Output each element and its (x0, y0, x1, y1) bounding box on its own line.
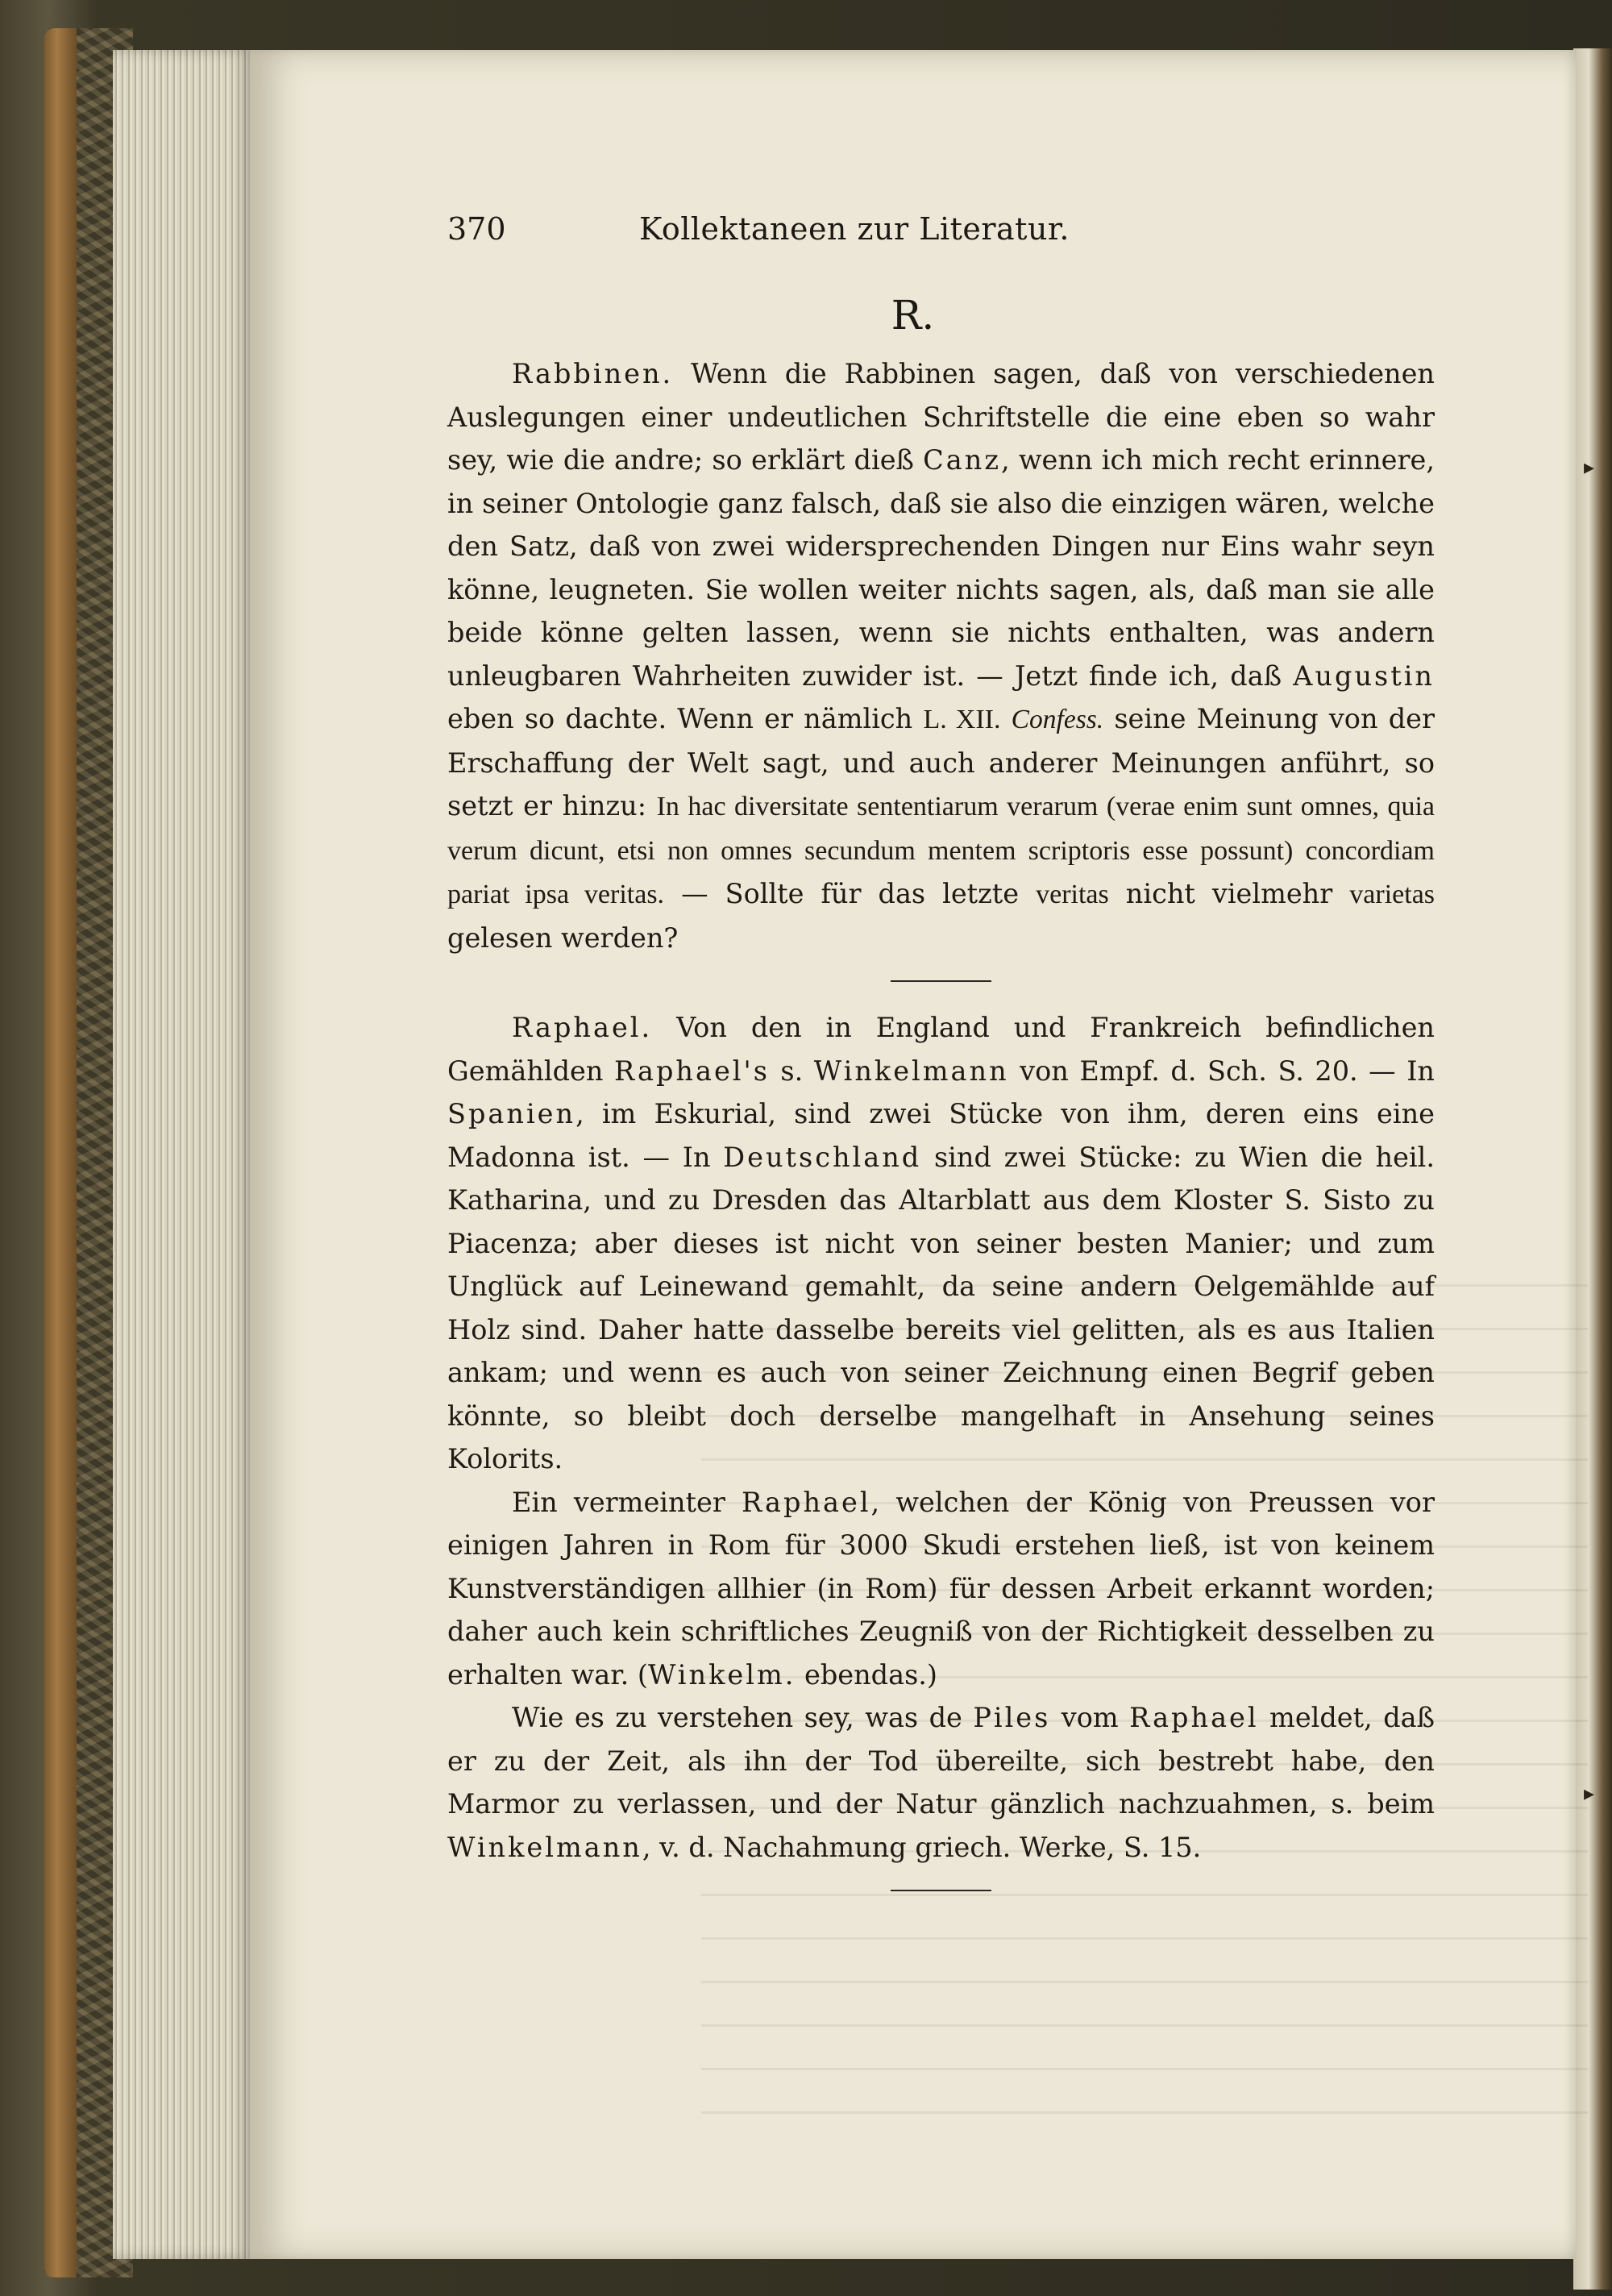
page-edges (113, 50, 254, 2259)
running-title: Kollektaneen zur Literatur. (638, 211, 1070, 247)
body-text (447, 352, 1435, 1915)
entry-raphael: Raphael. Von den in England und Frankreich befindlichen Gemählden Raphael's s. Winkelmann von Empf. d. Sch. S. 20. — In Spanien, im Eskurial, sind zwei Stücke von ihm, deren eins eine Madonna ist. — In Deutschland sind zwei Stücke: zu Wien die heil. Katharina, und zu Dresden das Altarblatt aus dem Kloster S. Sisto zu Piacenza; aber dieses ist nicht von seiner besten Manier; und zum Unglück auf Leinewand gemahlt, da seine andern Oelgemählde auf Holz sind. Daher hatte dasselbe bereits viel gelitten, als es aus Italien ankam; und wenn es auch von seiner Zeichnung einen Begrif geben könnte, so bleibt doch derselbe mangelhaft in Ansehung seines Kolorits. (447, 1012, 1435, 1475)
person-name: Raphael (742, 1486, 871, 1518)
person-name: Raphael (1129, 1702, 1259, 1733)
divider-rule-end (891, 1890, 991, 1891)
person-name: Canz (923, 444, 1001, 476)
book-page (250, 50, 1576, 2259)
paragraph-de-piles: Wie es zu verstehen sey, was de Piles vom Raphael meldet, daß er zu der Zeit, als ihn der Tod übereilte, sich bestrebt habe, den Marmor zu verlassen, und der Natur gänzlich nachzuahmen, s. beim Winkelmann, v. d. Nachahmung griech. Werke, S. 15. (447, 1702, 1435, 1863)
paragraph-vermeinter-raphael: Ein vermeinter Raphael, welchen der König von Preussen vor einigen Jahren in Rom für 3000 Skudi erstehen ließ, ist von keinem Kunstverständigen allhier (in Rom) für dessen Arbeit erkannt worden; daher auch kein schriftliches Zeugniß von der Richtigkeit desselben zu erhalten war. (Winkelm. ebendas.) (447, 1486, 1435, 1691)
entry-heading: Rabbinen. (512, 358, 674, 389)
person-name: Piles (973, 1702, 1051, 1733)
margin-mark-icon: ▸ (1583, 1782, 1594, 1806)
reference-italic: Confess. (1011, 705, 1104, 734)
person-name: Winkelmann (447, 1831, 642, 1863)
place-name: Deutschland (723, 1141, 922, 1173)
divider-rule (891, 980, 991, 982)
person-name: Augustin (1293, 659, 1435, 692)
place-name: Spanien (447, 1098, 576, 1129)
page-number: 370 (447, 211, 506, 247)
person-name: Winkelm. (647, 1658, 796, 1691)
person-name: Winkelmann (813, 1054, 1009, 1087)
leather-spine (44, 28, 77, 2277)
section-letter: R. (891, 292, 935, 339)
entry-heading: Raphael. (512, 1012, 653, 1043)
page-header (250, 211, 1576, 276)
reference: L. XII. (923, 705, 1001, 734)
entry-rabbinen: Rabbinen. Wenn die Rabbinen sagen, daß von verschiedenen Auslegungen einer undeutlichen Schriftstelle die eine eben so wahr sey, wie die andre; so erklärt dieß Canz, wenn ich mich recht erinnere, in seiner Ontologie ganz falsch, daß sie also die einzigen wären, welche den Satz, daß von zwei widersprechenden Dingen nur Eins wahr seyn könne, leugneten. Sie wollen weiter nichts sagen, als, daß man sie alle beide könne gelten lassen, wenn sie nichts enthalten, was andern unleugbaren Wahrheiten zuwider ist. — Jetzt finde ich, daß Augustin eben so dachte. Wenn er nämlich L. XII. Confess. seine Meinung von der Erschaffung der Welt sagt, und auch anderer Meinungen anführt, so setzt er hinzu: In hac diversitate sententiarum verarum (verae enim sunt omnes, quia verum dicunt, etsi non omnes secundum mentem scriptoris esse possunt) concordiam pariat ipsa veritas. — Sollte für das letzte veritas nicht vielmehr varietas gelesen werden? (447, 358, 1435, 954)
person-name: Raphael's (613, 1054, 770, 1087)
latin-quote: In hac diversitate sententiarum verarum (verae enim sunt omnes, quia verum dicunt, etsi non omnes secundum mentem scriptoris esse possunt) concordiam pariat ipsa veritas. (447, 792, 1435, 909)
margin-mark-icon: ▸ (1583, 455, 1594, 480)
